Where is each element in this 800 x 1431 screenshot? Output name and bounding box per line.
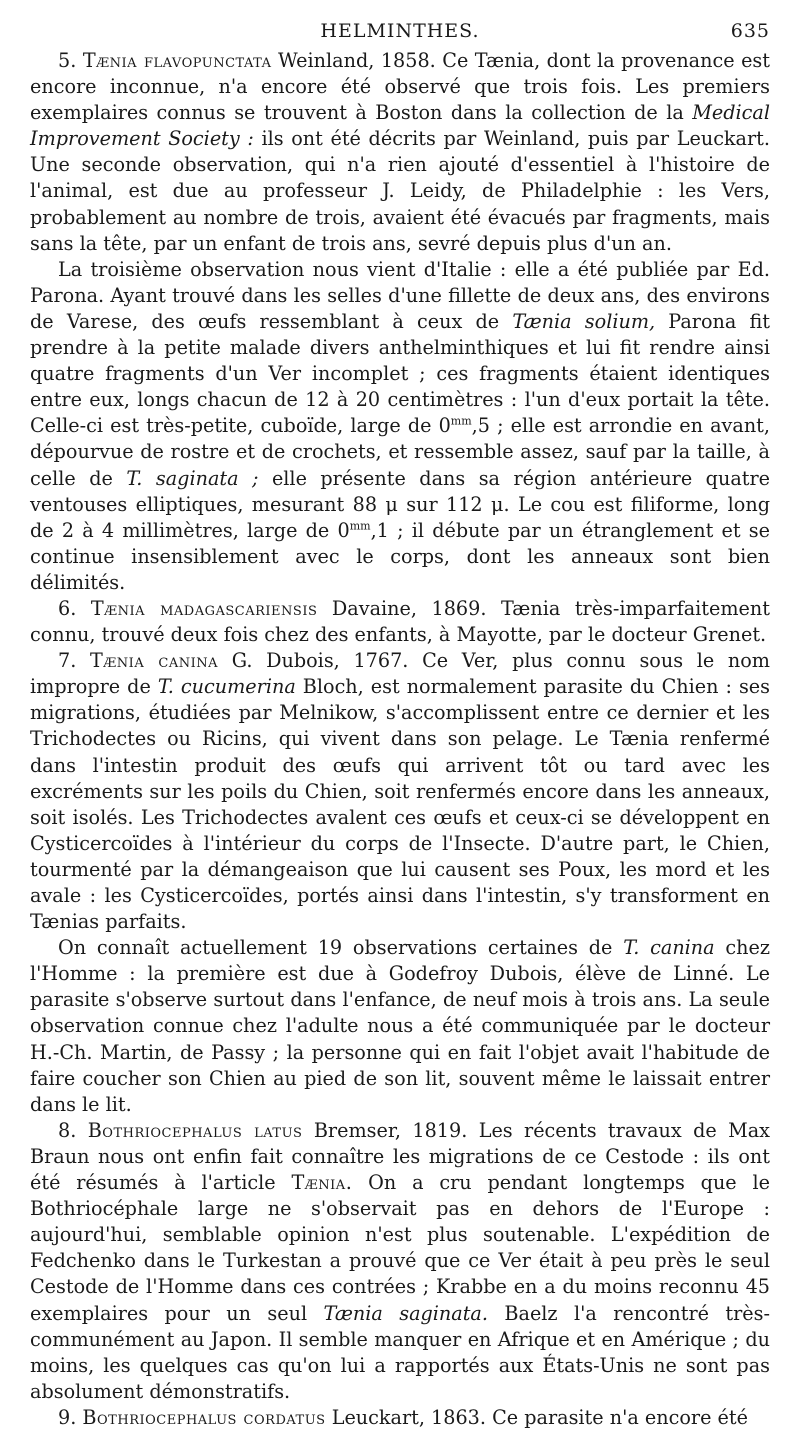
body-text: ,5 ; elle est arrondie en avant, dépourvue de rostre et de crochets, et ressemble assez, sauf par la taille, à celle de	[30, 414, 770, 490]
running-title: HELMINTHES.	[320, 20, 480, 42]
body-text: Les récents travaux de Max Braun nous ont enfin fait connaître les migrations de ce Cestode : ils ont été résumés à l'article	[30, 1118, 770, 1195]
paragraph-9	[30, 1405, 770, 1431]
species-authority: Leuckart, 1863.	[331, 1405, 486, 1429]
entry-number: 8.	[58, 1118, 77, 1142]
paragraph-7	[30, 648, 770, 935]
species-name: Bothriocephalus cordatus	[82, 1405, 326, 1429]
body-text: ils ont été décrits par Weinland, puis par Leuckart. Une seconde observation, qui n'a rien ajouté d'essentiel à l'histoire de l'animal, est due au professeur J. Leidy, de Philadelphie : les Vers, probablement au nombre de trois, avaient été évacués par fragments, mais sans la tête, par un enfant de trois ans, sevré depuis plus d'un an.	[30, 127, 770, 255]
paragraph-canina-observations	[30, 935, 770, 1118]
body-text: Ce parasite n'a encore été	[492, 1405, 748, 1429]
body-text: Ce Tænia, dont la provenance est encore inconnue, n'a encore été observé que trois fois. Les premiers exemplaires connus se trouvent à Boston dans la collection de la	[30, 49, 770, 125]
body-text: Tænia très-imparfaitement connu, trouvé deux fois chez des enfants, à Mayotte, par le docteur Grenet.	[30, 596, 770, 647]
running-header	[30, 14, 770, 48]
page-number: 635	[730, 20, 770, 42]
italic-text: T. canina	[623, 936, 715, 960]
species-authority: G. Dubois, 1767.	[231, 649, 409, 673]
entry-number: 9.	[58, 1405, 77, 1429]
paragraph-parona	[30, 257, 770, 596]
entry-number: 6.	[58, 596, 77, 620]
body-text: Ce Ver, plus connu sous le nom impropre de	[30, 649, 770, 699]
paragraph-6	[30, 596, 770, 648]
paragraph-8	[30, 1118, 770, 1405]
body-text: chez l'Homme : la première est due à Godefroy Dubois, élève de Linné. Le parasite s'observe surtout dans l'enfance, de neuf mois à trois ans. La seule observation connue chez l'adulte nous a été communiquée par le docteur H.-Ch. Martin, de Passy ; la personne qui en fait l'objet avait l'habitude de faire coucher son Chien au pied de son lit, souvent même le laissait entrer dans le lit.	[30, 936, 770, 1116]
body-text: ,1 ; il débute par un étranglement et se continue insensiblement avec le corps, dont les anneaux sont bien délimités.	[30, 518, 770, 594]
species-name: Tænia canina	[90, 649, 218, 673]
species-name: Tænia madagascariensis	[90, 596, 318, 620]
body-text: Bloch, est normalement parasite du Chien : ses migrations, étudiées par Melnikow, s'accomplissent entre ce dernier et les Trichodectes ou Ricins, qui vivent dans son pelage. Le Tænia renfermé dans l'intestin produit des œufs qui arrivent tôt ou tard avec les excréments sur les poils du Chien, soit renfermés encore dans les anneaux, soit isolés. Les Trichodectes avalent ces œufs et ceux-ci se développent en Cysticercoïdes à l'intérieur du corps de l'Insecte. D'autre part, le Chien, tourmenté par la démangeaison que lui causent ses Poux, les mord et les avale : les Cysticercoïdes, portés ainsi dans l'intestin, s'y transforment en Tænias parfaits.	[30, 675, 770, 934]
species-name: Tænia flavopunctata	[82, 49, 272, 72]
italic-text: Medical Improvement Society :	[30, 101, 770, 151]
body-text: La troisième observation nous vient d'Italie : elle a été publiée par Ed. Parona. Ayant trouvé dans les selles d'une fillette de deux ans, des environs de Varese, des œufs ressemblant à ceux de	[30, 257, 770, 333]
species-authority: Weinland, 1858.	[278, 49, 436, 72]
body-text: elle présente dans sa région antérieure quatre ventouses elliptiques, mesurant 88 μ sur 112 μ. Le cou est filiforme, long de 2 à 4 millimètres, large de 0	[30, 466, 770, 542]
italic-text: T. saginata ;	[126, 466, 259, 490]
document-page	[30, 14, 770, 1431]
species-authority: Davaine, 1869.	[331, 596, 487, 620]
italic-text: Tænia solium,	[512, 309, 656, 333]
unit-superscript: mm	[450, 414, 472, 428]
unit-superscript: mm	[349, 519, 371, 533]
paragraph-5	[30, 48, 770, 257]
italic-text: Tænia saginata.	[323, 1301, 488, 1325]
italic-text: T. cucumerina	[157, 675, 296, 699]
cross-reference: Tænia.	[291, 1171, 353, 1195]
entry-number: 7.	[58, 649, 77, 673]
entry-number: 5.	[58, 49, 77, 72]
body-text: Baelz l'a rencontré très-communément au Japon. Il semble manquer en Afrique et en Amérique ; du moins, les quelques cas qu'on lui a rapportés aux États-Unis ne sont pas absolument démonstratifs.	[30, 1301, 770, 1403]
species-authority: Bremser, 1819.	[313, 1118, 468, 1142]
body-text: On connaît actuellement 19 observations certaines de	[58, 936, 624, 960]
body-text: Parona fit prendre à la petite malade divers anthelminthiques et lui fit rendre ainsi quatre fragments d'un Ver incomplet ; ces fragments étaient identiques entre eux, longs chacun de 12 à 20 centimètres : l'un d'eux portait la tête. Celle-ci est très-petite, cuboïde, large de 0	[30, 309, 771, 438]
species-name: Bothriocephalus latus	[87, 1118, 303, 1142]
body-text: On a cru pendant longtemps que le Bothriocéphale large ne s'observait pas en dehors de l'Europe : aujourd'hui, semblable opinion n'est plus soutenable. L'expédition de Fedchenko dans le Turkestan a prouvé que ce Ver était à peu près le seul Cestode de l'Homme dans ces contrées ; Krabbe en a du moins reconnu 45 exemplaires pour un seul	[30, 1171, 770, 1325]
